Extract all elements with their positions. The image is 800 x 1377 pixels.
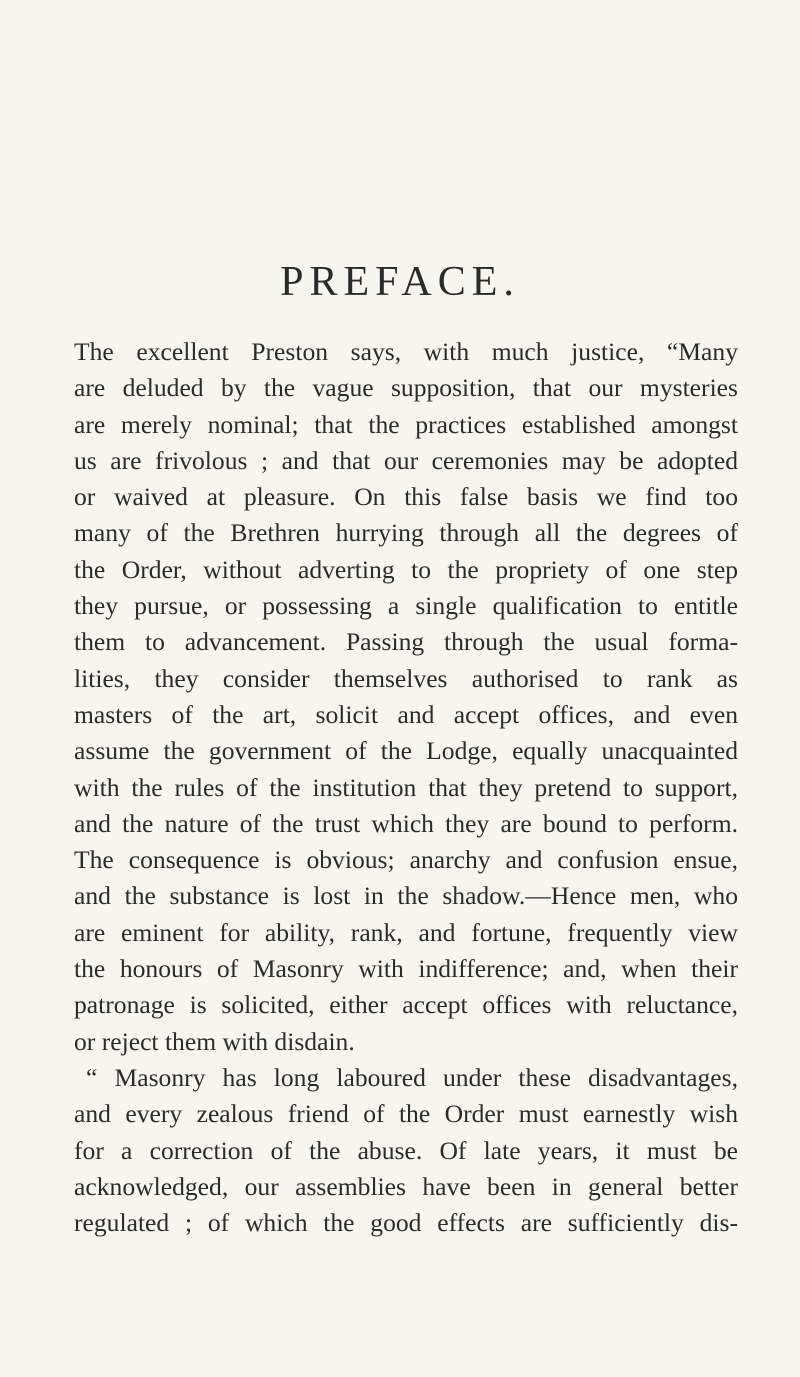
text-line: are merely nominal; that the practices established amongst bbox=[74, 409, 738, 439]
text-line: and every zealous friend of the Order must earnestly wish bbox=[74, 1099, 738, 1129]
text-line: us are frivolous ; and that our ceremonies may be adopted bbox=[74, 445, 738, 475]
text-line: the Order, without adverting to the propriety of one step bbox=[74, 554, 738, 584]
preface-text bbox=[74, 334, 738, 1241]
text-line: or reject them with disdain. bbox=[74, 1026, 355, 1056]
text-line: masters of the art, solicit and accept offices, and even bbox=[74, 699, 738, 729]
paragraph-2 bbox=[74, 1060, 738, 1241]
text-line: many of the Brethren hurrying through all the degrees of bbox=[74, 518, 738, 548]
text-line: the honours of Masonry with indifference; and, when their bbox=[74, 954, 738, 984]
text-line: them to advancement. Passing through the usual forma- bbox=[74, 627, 738, 657]
text-line: they pursue, or possessing a single qualification to entitle bbox=[74, 591, 738, 621]
text-line: assume the government of the Lodge, equally unacquainted bbox=[74, 736, 738, 766]
text-line: with the rules of the institution that they pretend to support, bbox=[74, 772, 738, 802]
paragraph-1 bbox=[74, 334, 738, 1060]
text-line: or waived at pleasure. On this false basis we find too bbox=[74, 482, 738, 512]
text-line: lities, they consider themselves authorised to rank as bbox=[74, 663, 738, 693]
text-line: are eminent for ability, rank, and fortune, frequently view bbox=[74, 917, 738, 947]
text-line: acknowledged, our assemblies have been in general better bbox=[74, 1171, 738, 1201]
text-line: for a correction of the abuse. Of late years, it must be bbox=[74, 1135, 738, 1165]
text-line: and the substance is lost in the shadow.—Hence men, who bbox=[74, 881, 738, 911]
text-line: patronage is solicited, either accept offices with reluctance, bbox=[74, 990, 738, 1020]
text-line: The consequence is obvious; anarchy and confusion ensue, bbox=[74, 845, 738, 875]
page-title: PREFACE. bbox=[280, 259, 520, 305]
text-line: “ Masonry has long laboured under these disadvantages, bbox=[86, 1062, 738, 1092]
text-line: are deluded by the vague supposition, that our mysteries bbox=[74, 373, 738, 403]
text-line: The excellent Preston says, with much justice, “Many bbox=[74, 337, 738, 366]
text-line: and the nature of the trust which they are bound to perform. bbox=[74, 808, 738, 838]
text-line: regulated ; of which the good effects are sufficiently dis- bbox=[74, 1208, 738, 1238]
